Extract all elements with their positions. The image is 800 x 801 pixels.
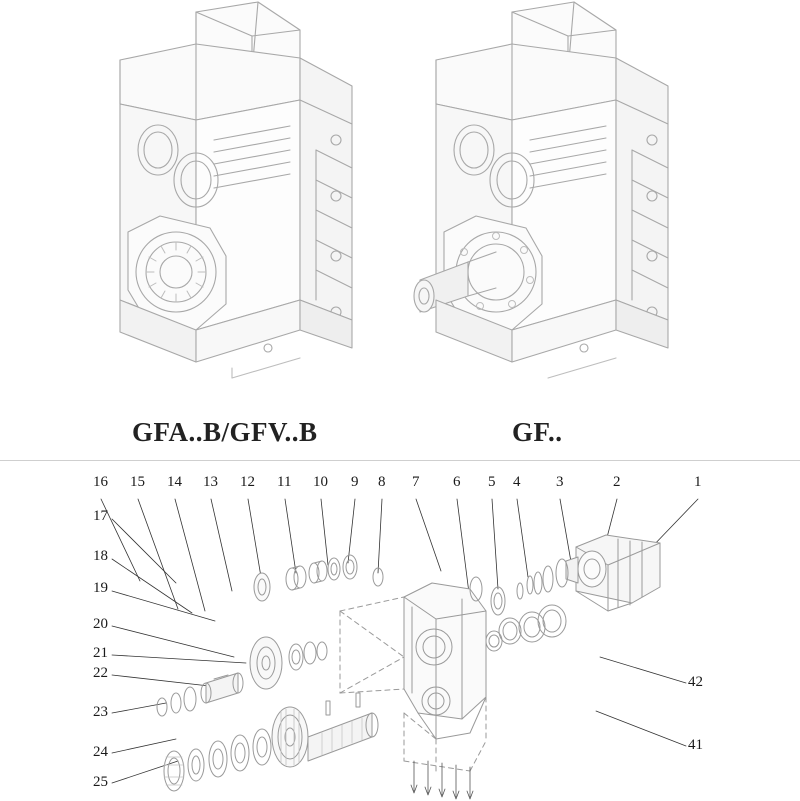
exploded-parts-diagram [0,460,800,801]
callout-2: 2 [613,474,621,490]
gearbox-right [414,2,668,378]
callout-23: 23 [93,704,108,720]
callout-8: 8 [378,474,386,490]
callout-14: 14 [167,474,182,490]
callout-24: 24 [93,744,108,760]
callout-21: 21 [93,645,108,661]
callout-41: 41 [688,737,703,753]
callout-6: 6 [453,474,461,490]
callout-3: 3 [556,474,564,490]
gearbox-left [120,2,352,378]
callout-16: 16 [93,474,108,490]
callout-1: 1 [694,474,702,490]
callout-42: 42 [688,674,703,690]
callout-12: 12 [240,474,255,490]
callout-7: 7 [412,474,420,490]
callout-4: 4 [513,474,521,490]
callout-5: 5 [488,474,496,490]
exploded-parts-svg [0,461,800,801]
callout-13: 13 [203,474,218,490]
caption-gf: GF.. [512,417,563,447]
callout-10: 10 [313,474,328,490]
callout-15: 15 [130,474,145,490]
callout-17: 17 [93,508,108,524]
caption-gfa-gfv: GFA..B/GFV..B [132,417,318,447]
callout-19: 19 [93,580,108,596]
callout-18: 18 [93,548,108,564]
callout-11: 11 [277,474,292,490]
callout-9: 9 [351,474,359,490]
callout-22: 22 [93,665,108,681]
callout-20: 20 [93,616,108,632]
callout-25: 25 [93,774,108,790]
